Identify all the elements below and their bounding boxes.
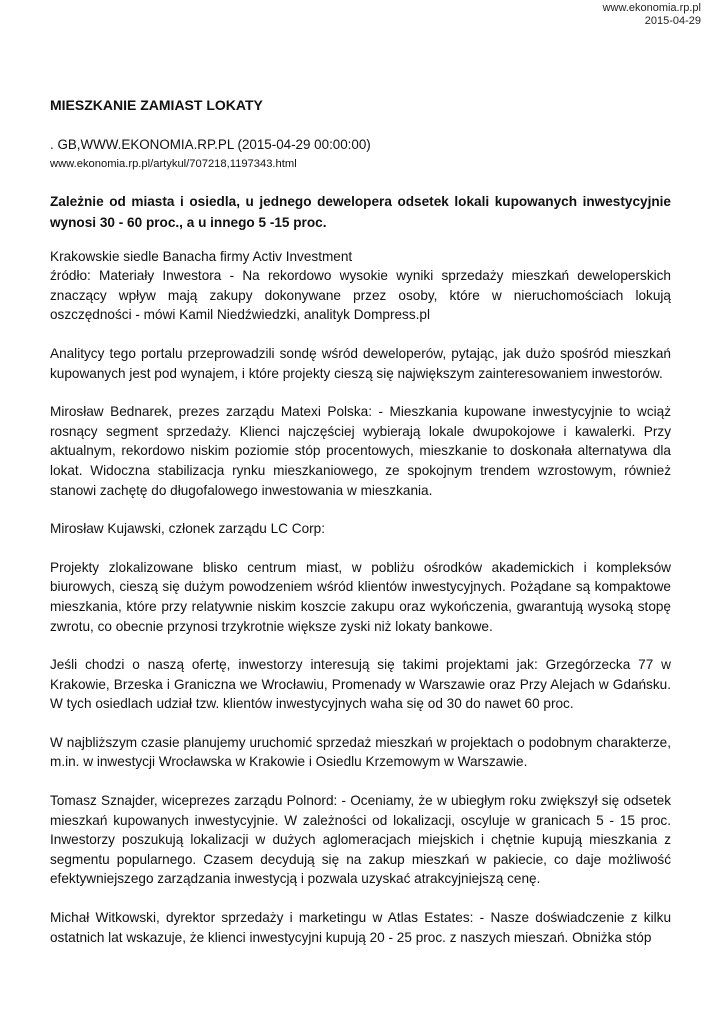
paragraph: źródło: Materiały Inwestora - Na rekordowo wysokie wyniki sprzedaży mieszkań deweloperskich znaczący wpływ mają zakupy dokonywane przez osoby, które w nieruchomościach lokują oszczędności - mówi Kamil Niedźwiedzki, analityk Dompress.pl [50,268,671,323]
header-site: www.ekonomia.rp.pl [602,2,701,14]
article [50,95,671,947]
photo-caption: Krakowskie siedle Banacha firmy Activ Investment [50,248,353,264]
document-header [603,2,701,28]
paragraph: Analitycy tego portalu przeprowadzili sondę wśród deweloperów, pytając, jak dużo spośród mieszkań kupowanych jest pod wynajem, i które projekty cieszą się największym zainteresowaniem inwestorów. [50,345,671,381]
paragraph: W najbliższym czasie planujemy uruchomić sprzedaż mieszkań w projektach o podobnym charakterze, m.in. w inwestycji Wrocławska w Krakowie i Osiedlu Krzemowym w Warszawie. [50,734,671,770]
paragraph: Michał Witkowski, dyrektor sprzedaży i marketingu w Atlas Estates: - Nasze doświadczenie z kilku ostatnich lat wskazuje, że klienci inwestycyjni kupują 20 - 25 proc. z naszych mieszań. Obniżka stóp [50,910,671,945]
paragraph: Tomasz Sznajder, wiceprezes zarządu Polnord: - Oceniamy, że w ubiegłym roku zwiększył się odsetek mieszkań kupowanych inwestycyjnie. W zależności od lokalizacji, oscyluje w granicach 5 - 15 proc. Inwestorzy poszukują lokalizacji w dużych aglomeracjach miejskich i chętnie kupują mieszkania z segmentu popularnego. Czasem decydują się na zakup mieszkań w pakiecie, co daje możliwość efektywniejszego zarządzania inwestycją i pozwala uzyskać atrakcyjniejszą cenę. [50,793,671,887]
article-source: . GB,WWW.EKONOMIA.RP.PL (2015-04-29 00:00:00) [50,137,371,152]
article-title: MIESZKANIE ZAMIAST LOKATY [50,97,263,113]
paragraph: Jeśli chodzi o naszą ofertę, inwestorzy interesują się takimi projektami jak: Grzegórzecka 77 w Krakowie, Brzeska i Graniczna we Wrocławiu, Promenady w Warszawie oraz Przy Alejach w Gdańsku. W tych osiedlach udział tzw. klientów inwestycyjnych waha się od 30 do nawet 60 proc. [50,657,671,712]
header-date: 2015-04-29 [644,15,701,27]
article-url: www.ekonomia.rp.pl/artykul/707218,1197343.html [50,157,297,170]
paragraph: Projekty zlokalizowane blisko centrum miast, w pobliżu ośrodków akademickich i kompleksów biurowych, cieszą się dużym powodzeniem wśród klientów inwestycyjnych. Pożądane są kompaktowe mieszkania, które przy relatywnie niskim koszcie zakupu oraz wykończenia, gwarantują wysoką stopę zwrotu, co obecnie przynosi trzykrotnie większe zyski niż lokaty bankowe. [50,559,671,634]
paragraph: Mirosław Bednarek, prezes zarządu Matexi Polska: - Mieszkania kupowane inwestycyjnie to wciąż rosnący segment sprzedaży. Klienci najczęściej wybierają lokale dwupokojowe i kawalerki. Przy aktualnym, rekordowo niskim poziomie stóp procentowych, mieszkanie to doskonała alternatywa dla lokat. Widoczna stabilizacja rynku mieszkaniowego, ze spokojnym trendem wzrostowym, również stanowi zachętę do długofalowego inwestowania w mieszkania. [50,404,671,498]
paragraph: Mirosław Kujawski, członek zarządu LC Corp: [50,521,325,537]
article-lead: Zależnie od miasta i osiedla, u jednego dewelopera odsetek lokali kupowanych inwestycyjnie wynosi 30 - 60 proc., a u innego 5 -15 proc. [50,193,671,230]
